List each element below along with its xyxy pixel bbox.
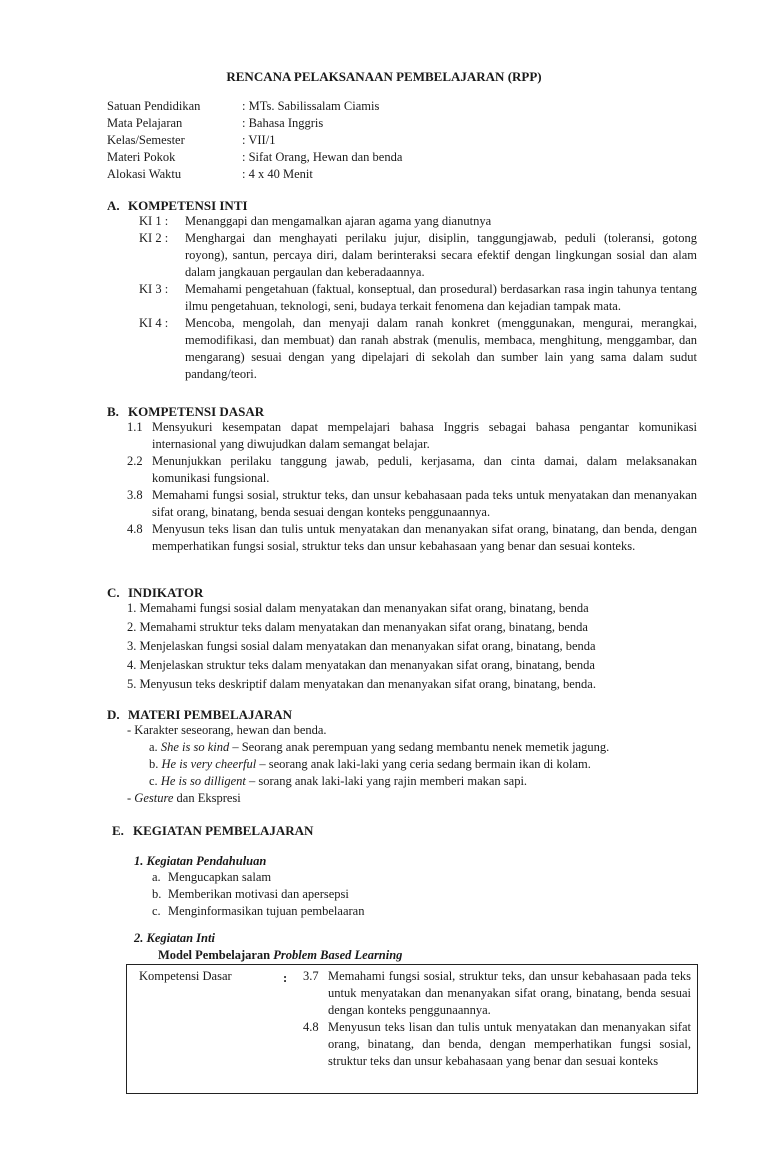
ki-text: Menanggapi dan mengamalkan ajaran agama yang dianutnya	[185, 214, 492, 228]
section-title: KOMPETENSI DASAR	[128, 404, 265, 419]
list-item	[149, 773, 697, 790]
list-item	[152, 903, 364, 920]
section-heading-a	[107, 197, 248, 214]
section-number: E.	[112, 823, 124, 838]
list-item: 5. Menyusun teks deskriptif dalam menyatakan dan menanyakan sifat orang, binatang, benda.	[127, 677, 596, 691]
list-item	[127, 487, 697, 521]
info-value: : VII/1	[242, 133, 276, 147]
info-label: Satuan Pendidikan	[107, 99, 201, 113]
ki-label: KI 3 :	[139, 282, 169, 296]
info-value: : MTs. Sabilissalam Ciamis	[242, 99, 380, 113]
item-text: Mengucapkan salam	[168, 870, 272, 884]
table-items	[303, 968, 691, 1070]
kd-number: 4.8	[303, 1020, 319, 1034]
section-number: B.	[107, 404, 119, 419]
info-value: : Bahasa Inggris	[242, 116, 324, 130]
indikator-list	[107, 600, 697, 695]
model-pembelajaran	[158, 947, 402, 964]
example-text: – seorang anak laki-laki yang ceria sedang bermain ikan di kolam.	[256, 757, 591, 771]
kd-text: Menyusun teks lisan dan tulis untuk menyatakan dan menanyakan sifat orang, binatang, dan benda, dengan memperhatikan fungsi sosial, struktur teks dan unsur kebahasaan yang benar dan sesuai konteks	[328, 1020, 691, 1068]
kd-list	[107, 419, 697, 555]
table-row	[303, 1019, 691, 1070]
list-item	[149, 739, 697, 756]
example-text: – sorang anak laki-laki yang rajin memberi makan sapi.	[245, 774, 528, 788]
table-colon: :	[283, 971, 288, 985]
materi-intro: - Karakter seseorang, hewan dan benda.	[127, 723, 327, 737]
section-heading-b	[107, 403, 264, 420]
kd-number: 3.8	[127, 488, 143, 502]
list-item	[127, 521, 697, 555]
example-text: – Seorang anak perempuan yang sedang membantu nenek memetik jagung.	[229, 740, 610, 754]
identity-table	[107, 98, 402, 183]
table-row	[303, 968, 691, 1019]
list-item	[127, 453, 697, 487]
ki-text: Menghargai dan menghayati perilaku jujur, disiplin, tanggungjawab, peduli (toleransi, gotong royong), santun, percaya diri, dalam berinteraksi secara efektif dengan lingkungan sosial dan alam dalam jangkauan pergaulan dan keberadaannya.	[185, 231, 697, 279]
gesture-rest: dan Ekspresi	[173, 791, 241, 805]
list-item	[139, 315, 697, 383]
list-item: 2. Memahami struktur teks dalam menyatakan dan menanyakan sifat orang, binatang, benda	[127, 620, 588, 634]
section-number: D.	[107, 707, 120, 722]
model-value: Problem Based Learning	[273, 948, 403, 962]
example-prefix: c.	[149, 774, 158, 788]
section-title: KEGIATAN PEMBELAJARAN	[133, 823, 314, 838]
model-label: Model Pembelajaran	[158, 948, 271, 962]
info-row	[107, 149, 402, 166]
list-item	[127, 419, 697, 453]
kd-text: Menyusun teks lisan dan tulis untuk menyatakan dan menanyakan sifat orang, binatang, dan benda, dengan memperhatikan fungsi sosial, struktur teks dan unsur kebahasaan yang benar dan sesuai konteks.	[152, 522, 697, 553]
list-item: 1. Memahami fungsi sosial dalam menyatakan dan menanyakan sifat orang, binatang, benda	[127, 601, 589, 615]
list-item	[152, 886, 364, 903]
document-title: RENCANA PELAKSANAAN PEMBELAJARAN (RPP)	[226, 69, 542, 84]
example-prefix: a.	[149, 740, 158, 754]
kd-text: Mensyukuri kesempatan dapat mempelajari bahasa Inggris sebagai bahasa pengantar komunikasi internasional yang diwujudkan dalam semangat belajar.	[152, 420, 697, 451]
ki-text: Memahami pengetahuan (faktual, konseptual, dan prosedural) berdasarkan rasa ingin tahunya tentang ilmu pengetahuan, teknologi, seni, budaya terkait fenomena dan kejadian tampak mata.	[185, 282, 697, 313]
kd-number: 3.7	[303, 969, 319, 983]
info-row	[107, 115, 402, 132]
kegiatan-inti-heading: 2. Kegiatan Inti	[134, 931, 215, 945]
materi-list	[107, 722, 697, 807]
gesture-dash: -	[127, 791, 135, 805]
example-phrase: She is so kind	[160, 740, 230, 754]
list-item: 3. Menjelaskan fungsi sosial dalam menyatakan dan menanyakan sifat orang, binatang, benda	[127, 639, 596, 653]
list-item	[139, 281, 697, 315]
kd-number: 2.2	[127, 454, 143, 468]
pendahuluan-list	[152, 869, 364, 920]
list-item	[139, 213, 697, 230]
info-value: : 4 x 40 Menit	[242, 167, 313, 181]
ki-list	[107, 213, 697, 383]
section-heading-c	[107, 584, 203, 601]
example-phrase: He is so dilligent	[160, 774, 246, 788]
kd-number: 4.8	[127, 522, 143, 536]
kompetensi-dasar-table	[126, 964, 698, 1094]
item-letter: a.	[152, 870, 161, 884]
kd-text: Memahami fungsi sosial, struktur teks, dan unsur kebahasaan pada teks untuk menyatakan dan menanyakan sifat orang, binatang, benda sesuai dengan konteks penggunaannya.	[328, 969, 691, 1017]
gesture-word: Gesture	[134, 791, 174, 805]
materi-gesture	[127, 790, 697, 807]
kd-text: Menunjukkan perilaku tanggung jawab, peduli, kerjasama, dan cinta damai, dalam melaksanakan komunikasi fungsional.	[152, 454, 697, 485]
example-prefix: b.	[149, 757, 159, 771]
section-number: C.	[107, 585, 120, 600]
section-title: INDIKATOR	[128, 585, 204, 600]
ki-label: KI 2 :	[139, 231, 169, 245]
ki-text: Mencoba, mengolah, dan menyaji dalam ranah konkret (menggunakan, mengurai, merangkai, memodifikasi, dan membuat) dan ranah abstrak (menulis, membaca, menghitung, menggambar, dan mengarang) sesuai dengan yang dipelajari di sekolah dan sumber lain yang sama dalam sudut pandang/teori.	[185, 316, 697, 381]
item-text: Memberikan motivasi dan apersepsi	[168, 887, 349, 901]
section-title: KOMPETENSI INTI	[128, 198, 248, 213]
info-label: Materi Pokok	[107, 150, 176, 164]
info-label: Alokasi Waktu	[107, 167, 182, 181]
section-heading-d	[107, 706, 292, 723]
section-number: A.	[107, 198, 120, 213]
list-item	[149, 756, 697, 773]
list-item: 4. Menjelaskan struktur teks dalam menyatakan dan menanyakan sifat orang, binatang, benda	[127, 658, 595, 672]
info-label: Mata Pelajaran	[107, 116, 183, 130]
item-text: Menginformasikan tujuan pembelaaran	[168, 904, 365, 918]
info-value: : Sifat Orang, Hewan dan benda	[242, 150, 403, 164]
kd-text: Memahami fungsi sosial, struktur teks, dan unsur kebahasaan pada teks untuk menyatakan dan menanyakan sifat orang, binatang, benda sesuai dengan konteks penggunaannya.	[152, 488, 697, 519]
list-item	[152, 869, 364, 886]
info-row	[107, 132, 402, 149]
ki-label: KI 1 :	[139, 214, 169, 228]
example-phrase: He is very cheerful	[161, 757, 257, 771]
info-label: Kelas/Semester	[107, 133, 185, 147]
list-item	[139, 230, 697, 281]
ki-label: KI 4 :	[139, 316, 169, 330]
item-letter: c.	[152, 904, 161, 918]
info-row	[107, 98, 402, 115]
section-heading-e	[112, 822, 313, 839]
table-label: Kompetensi Dasar	[139, 969, 232, 983]
item-letter: b.	[152, 887, 162, 901]
section-title: MATERI PEMBELAJARAN	[128, 707, 293, 722]
kd-number: 1.1	[127, 420, 143, 434]
info-row	[107, 166, 402, 183]
kegiatan-pendahuluan-heading: 1. Kegiatan Pendahuluan	[134, 854, 267, 868]
